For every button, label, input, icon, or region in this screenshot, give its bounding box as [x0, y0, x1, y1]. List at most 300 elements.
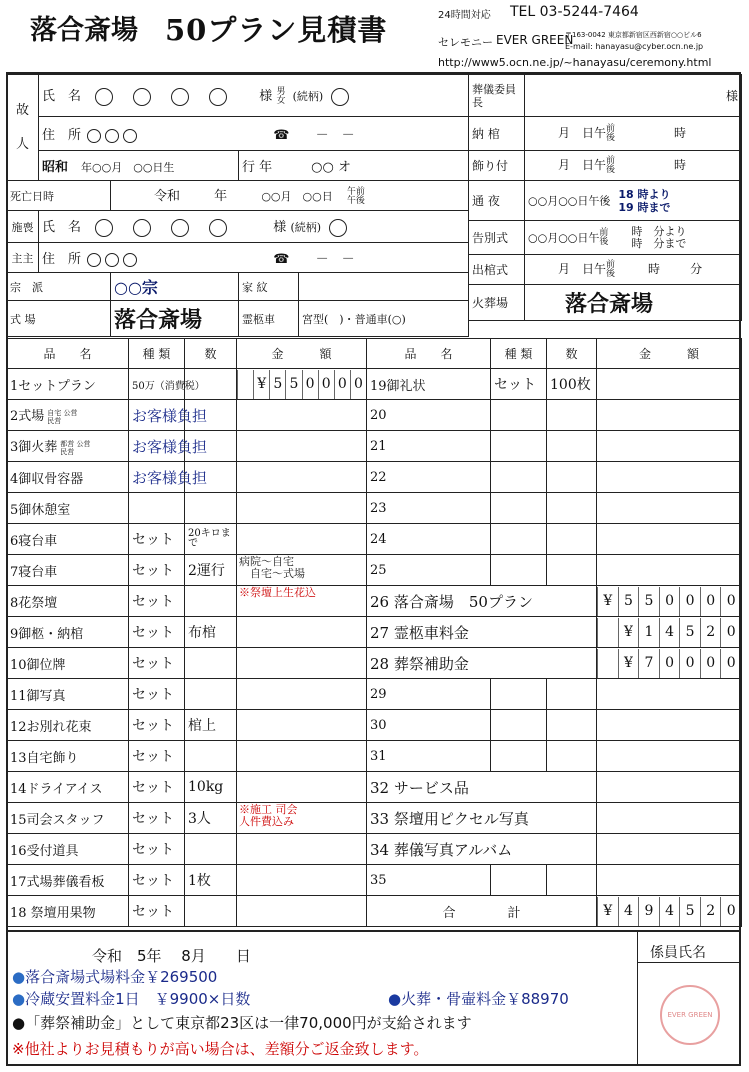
chief-circle-1 — [95, 219, 113, 237]
name-circle-1 — [95, 88, 113, 106]
right-item-name: 33 祭壇用ピクセル写真 — [367, 803, 597, 834]
left-item-name — [7, 431, 129, 462]
right-item-amount — [597, 555, 742, 586]
staff-divider — [637, 962, 741, 963]
right-amount-digit: ¥ — [618, 618, 639, 647]
left-item-label: 1セットプラン — [10, 378, 96, 394]
left-item-qty: 1枚 — [185, 865, 237, 896]
left-amount-digit: 0 — [318, 370, 334, 399]
right-item-qty — [547, 431, 597, 462]
table-row — [7, 648, 742, 679]
left-item-type: セット — [129, 803, 185, 834]
right-item-amount — [597, 834, 742, 865]
departure-value: 月 日午前後 時 分 — [525, 255, 742, 285]
address-circle-2 — [105, 129, 119, 143]
table-row — [7, 400, 742, 431]
right-item-type — [491, 679, 547, 710]
right-item-qty: 100枚 — [547, 369, 597, 400]
left-item-name — [7, 586, 129, 617]
right-item-name: 35 — [367, 865, 491, 896]
cremation-label: 火葬場 — [469, 285, 525, 321]
right-item-amount — [597, 617, 742, 648]
right-amount-digit: 7 — [638, 649, 659, 678]
left-item-name — [7, 741, 129, 772]
relation-circle — [331, 88, 349, 106]
chief-circle-2 — [133, 219, 151, 237]
age-cell — [239, 151, 469, 181]
right-amount-digit: 5 — [618, 587, 639, 616]
right-item-amount — [597, 803, 742, 834]
right-amount-digit: 5 — [679, 897, 700, 926]
death-ampm: 午前 午後 — [346, 186, 365, 206]
left-item-name — [7, 617, 129, 648]
chief-relation: (続柄) — [290, 221, 322, 235]
table-row — [7, 617, 742, 648]
header-item-r: 品 名 — [367, 339, 491, 369]
address-circle-3 — [123, 129, 137, 143]
age-value: ○○ オ — [311, 160, 351, 175]
right-amount-digits — [597, 649, 741, 678]
right-item-name: 28 葬祭補助金 — [367, 648, 597, 679]
right-amount-digit — [597, 649, 618, 678]
staff-label: 係員氏名 — [650, 945, 706, 961]
right-amount-digit — [597, 618, 618, 647]
left-amount-digit: 5 — [285, 370, 301, 399]
chief-label-2: 主主 — [7, 243, 39, 273]
left-item-label: 4御収骨容器 — [10, 471, 84, 487]
left-item-qty — [185, 896, 237, 927]
chief-address-label: 住 所 — [42, 252, 82, 267]
right-amount-digit: 5 — [679, 618, 700, 647]
left-item-name — [7, 803, 129, 834]
footer-line-3: ●「葬祭補助金」として東京都23区は一律70,000円が支給されます — [12, 1014, 472, 1032]
right-item-type — [491, 710, 547, 741]
chief-circle-4 — [209, 219, 227, 237]
company-url: http://www5.ocn.ne.jp/~hanayasu/ceremony.html — [438, 56, 712, 69]
company-email: E-mail: hanayasu@cyber.ocn.ne.jp — [565, 42, 704, 51]
right-amount-digit: ¥ — [597, 897, 618, 926]
right-amount-digit: 0 — [720, 587, 741, 616]
left-item-name — [7, 834, 129, 865]
items-table — [6, 338, 742, 927]
header-type-r: 種 類 — [491, 339, 547, 369]
right-item-amount — [597, 462, 742, 493]
right-item-type — [491, 493, 547, 524]
left-item-qty: 10kg — [185, 772, 237, 803]
title-plan: 50プラン見積書 — [165, 13, 388, 47]
relation-label: (続柄) — [292, 90, 324, 104]
left-item-type: セット — [129, 896, 185, 927]
left-amount-digit: 0 — [350, 370, 366, 399]
left-item-type: セット — [129, 555, 185, 586]
right-amount-digit: 2 — [700, 618, 721, 647]
left-item-name — [7, 524, 129, 555]
birth-cell — [39, 151, 239, 181]
footer-date: 令和 5年 8月 日 — [92, 947, 251, 965]
left-item-qty — [185, 493, 237, 524]
name-label: 氏 名 — [42, 89, 82, 105]
right-item-qty — [547, 741, 597, 772]
header-qty: 数 — [185, 339, 237, 369]
hearse-value: 宮型( )・普通車(○) — [299, 301, 469, 337]
year-label: 年 — [214, 189, 228, 205]
right-amount-digits — [597, 618, 741, 647]
left-item-name — [7, 710, 129, 741]
left-item-qty — [185, 834, 237, 865]
birth-value: 年○○月 ○○日生 — [81, 161, 175, 174]
table-row — [7, 803, 742, 834]
left-item-name — [7, 555, 129, 586]
left-amount-digits — [237, 370, 366, 399]
right-amount-digit: 4 — [618, 897, 639, 926]
left-item-note: 病院～自宅 自宅～式場 — [239, 555, 305, 580]
bullet-icon: ● — [12, 968, 26, 986]
right-amount-digit: 1 — [638, 618, 659, 647]
right-item-qty — [547, 400, 597, 431]
gender-label: 男女 — [276, 86, 286, 106]
decoration-value: 月 日午前後 時 — [525, 151, 742, 181]
right-item-amount — [597, 493, 742, 524]
left-item-label: 13自宅飾り — [10, 750, 79, 766]
right-amount-digit: ¥ — [618, 649, 639, 678]
right-item-type — [491, 431, 547, 462]
departure-label: 出棺式 — [469, 255, 525, 285]
left-item-name — [7, 648, 129, 679]
table-row — [7, 896, 742, 927]
footer-line-2b: ●火葬・骨壷料金￥88970 — [388, 990, 569, 1008]
right-amount-digit: 2 — [700, 897, 721, 926]
chief-address-circle-1 — [87, 253, 101, 267]
right-item-amount — [597, 865, 742, 896]
right-item-type — [491, 741, 547, 772]
left-item-amount — [237, 648, 367, 679]
right-item-name: 21 — [367, 431, 491, 462]
chief-sama: 様 — [273, 220, 287, 236]
right-item-name: 29 — [367, 679, 491, 710]
schedule-table — [468, 74, 742, 321]
left-item-type: セット — [129, 524, 185, 555]
phone-icon: ☎ — [273, 128, 290, 143]
wake-value: ○○月○○日午後 18 時より 19 時まで — [525, 181, 742, 221]
left-item-type: セット — [129, 865, 185, 896]
right-amount-digit: 0 — [679, 649, 700, 678]
footer-line-4: ※他社よりお見積もりが高い場合は、差額分ご返金致します。 — [12, 1040, 429, 1058]
right-amount-digit: 4 — [659, 618, 680, 647]
table-row — [7, 865, 742, 896]
left-item-amount — [237, 679, 367, 710]
title-prefix: 落合斎場 — [30, 15, 138, 46]
left-amount-digit: 0 — [334, 370, 350, 399]
deceased-info-table — [6, 74, 469, 337]
left-item-amount — [237, 741, 367, 772]
farewell-value: ○○月○○日午前後時 分より 時 分まで — [525, 221, 742, 255]
header-amount-r: 金 額 — [597, 339, 742, 369]
left-item-name — [7, 772, 129, 803]
left-item-qty: 2運行 — [185, 555, 237, 586]
left-item-name — [7, 679, 129, 710]
company-stamp: EVER GREEN — [660, 985, 720, 1045]
left-item-type: お客様負担 — [129, 431, 185, 462]
death-datetime-value — [111, 181, 469, 211]
bullet-icon: ● — [388, 990, 402, 1008]
death-month-day: ○○月 ○○日 — [261, 190, 333, 204]
right-item-amount — [597, 772, 742, 803]
table-row — [7, 369, 742, 400]
venue-label: 式 場 — [7, 301, 111, 337]
left-item-amount — [237, 555, 367, 586]
table-row — [7, 710, 742, 741]
chief-name-row — [39, 211, 469, 243]
chief-address-circle-2 — [105, 253, 119, 267]
left-item-sub: 都営 公営 民営 — [60, 439, 91, 456]
chair-sama: 様 — [525, 75, 742, 117]
right-item-type: セット — [491, 369, 547, 400]
right-item-name: 23 — [367, 493, 491, 524]
left-item-label: 9御柩・納棺 — [10, 626, 84, 642]
left-item-amount — [237, 617, 367, 648]
left-amount-digit: 0 — [302, 370, 318, 399]
table-row — [7, 431, 742, 462]
deceased-address-row — [39, 117, 469, 151]
right-item-qty — [547, 865, 597, 896]
left-item-amount — [237, 710, 367, 741]
right-item-qty — [547, 555, 597, 586]
chief-phone-icon: ☎ — [273, 252, 290, 267]
left-item-type — [129, 493, 185, 524]
right-item-name: 25 — [367, 555, 491, 586]
left-item-amount — [237, 586, 367, 617]
left-item-type: お客様負担 — [129, 462, 185, 493]
left-item-name — [7, 493, 129, 524]
left-item-type: セット — [129, 586, 185, 617]
left-item-label: 5御休憩室 — [10, 502, 71, 518]
right-item-amount — [597, 400, 742, 431]
right-amount-digit: 4 — [659, 897, 680, 926]
chief-circle-3 — [171, 219, 189, 237]
right-item-name: 27 霊柩車料金 — [367, 617, 597, 648]
right-item-qty — [547, 710, 597, 741]
left-item-name — [7, 400, 129, 431]
left-item-name — [7, 865, 129, 896]
company-name: EVER GREEN — [496, 33, 574, 47]
table-row — [7, 493, 742, 524]
right-item-name: 30 — [367, 710, 491, 741]
left-item-qty: 布棺 — [185, 617, 237, 648]
header-item: 品 名 — [7, 339, 129, 369]
right-item-amount — [597, 679, 742, 710]
right-item-qty — [547, 462, 597, 493]
header-type: 種 類 — [129, 339, 185, 369]
right-item-name: 22 — [367, 462, 491, 493]
coffin-label: 納 棺 — [469, 117, 525, 151]
left-item-type: セット — [129, 648, 185, 679]
left-item-amount — [237, 896, 367, 927]
table-row — [7, 524, 742, 555]
address-circle-1 — [87, 129, 101, 143]
right-item-amount — [597, 524, 742, 555]
right-item-amount — [597, 431, 742, 462]
left-item-qty — [185, 741, 237, 772]
left-item-label: 16受付道具 — [10, 843, 79, 859]
right-amount-digit: 0 — [700, 587, 721, 616]
right-amount-digit: 0 — [659, 649, 680, 678]
farewell-label: 告別式 — [469, 221, 525, 255]
right-item-type — [491, 524, 547, 555]
table-row — [7, 679, 742, 710]
left-amount-digit: ¥ — [253, 370, 269, 399]
chief-address-circle-3 — [123, 253, 137, 267]
table-row — [7, 586, 742, 617]
chief-name-label: 氏 名 — [42, 220, 82, 236]
left-item-qty: 棺上 — [185, 710, 237, 741]
name-circle-3 — [171, 88, 189, 106]
right-item-name: 31 — [367, 741, 491, 772]
left-item-amount — [237, 369, 367, 400]
left-item-amount — [237, 462, 367, 493]
chief-relation-circle — [329, 219, 347, 237]
left-item-label: 10御位牌 — [10, 657, 66, 673]
showa-label: 昭和 — [42, 160, 69, 175]
bullet-icon: ● — [12, 1014, 26, 1032]
right-amount-digit: 0 — [679, 587, 700, 616]
left-item-label: 14ドライアイス — [10, 781, 103, 797]
left-amount-digit — [237, 370, 253, 399]
left-item-label: 3御火葬 — [10, 440, 58, 456]
left-item-label: 2式場 — [10, 409, 45, 425]
coffin-value: 月 日午前後 時 — [525, 117, 742, 151]
right-item-type — [491, 462, 547, 493]
right-item-type — [491, 555, 547, 586]
left-item-qty: 3人 — [185, 803, 237, 834]
phone-value: － － — [315, 128, 355, 143]
right-amount-digit: 0 — [659, 587, 680, 616]
right-amount-digit: 9 — [638, 897, 659, 926]
left-item-type: お客様負担 — [129, 400, 185, 431]
right-item-name: 26 落合斎場 50プラン — [367, 586, 597, 617]
death-datetime-label: 死亡日時 — [7, 181, 111, 211]
chief-phone-value: － － — [315, 252, 355, 267]
header-qty-r: 数 — [547, 339, 597, 369]
left-item-label: 7寝台車 — [10, 564, 58, 580]
company-label: セレモニー — [438, 36, 493, 49]
cremation-value: 落合斎場 — [525, 285, 742, 321]
left-item-amount — [237, 772, 367, 803]
left-item-qty — [185, 679, 237, 710]
right-item-name: 20 — [367, 400, 491, 431]
table-row — [7, 741, 742, 772]
left-item-qty — [185, 586, 237, 617]
left-item-type: セット — [129, 772, 185, 803]
deceased-label: 故人 — [7, 75, 39, 181]
left-item-amount — [237, 493, 367, 524]
left-item-type: セット — [129, 679, 185, 710]
left-item-label: 6寝台車 — [10, 533, 58, 549]
left-item-label: 12お別れ花束 — [10, 719, 92, 735]
right-item-type — [491, 400, 547, 431]
left-item-sub: 自宅 公営 民営 — [47, 408, 78, 425]
tel-label: TEL 03-5244-7464 — [510, 4, 639, 20]
left-item-type: セット — [129, 617, 185, 648]
right-amount-digit: 0 — [720, 618, 741, 647]
deceased-name-row — [39, 75, 469, 117]
decoration-label: 飾り付 — [469, 151, 525, 181]
right-item-name: 19御礼状 — [367, 369, 491, 400]
left-item-label: 8花祭壇 — [10, 595, 58, 611]
table-row — [7, 555, 742, 586]
right-amount-digits — [597, 897, 741, 926]
left-item-note: ※施工 司会 人件費込み — [239, 803, 298, 828]
footer-line-2: ●冷蔵安置料金1日 ￥9900×日数 — [12, 990, 251, 1008]
sama-label: 様 — [259, 89, 273, 105]
age-label: 行 年 — [242, 160, 273, 175]
chief-label-1: 施喪 — [7, 211, 39, 243]
sect-value: ○○宗 — [111, 273, 239, 301]
right-item-amount — [597, 741, 742, 772]
left-item-qty — [185, 648, 237, 679]
left-item-amount — [237, 431, 367, 462]
left-item-name — [7, 462, 129, 493]
right-item-qty — [547, 679, 597, 710]
chair-label: 葬儀委員長 — [469, 75, 525, 117]
right-item-name: 34 葬儀写真アルバム — [367, 834, 597, 865]
right-item-name: 合 計 — [367, 896, 597, 927]
chief-address-row — [39, 243, 469, 273]
right-item-qty — [547, 524, 597, 555]
left-item-amount — [237, 524, 367, 555]
left-item-qty: 20キロまで — [185, 524, 237, 555]
sect-label: 宗 派 — [7, 273, 111, 301]
right-item-amount — [597, 648, 742, 679]
right-amount-digit: 0 — [720, 649, 741, 678]
left-item-name — [7, 369, 129, 400]
right-amount-digit: 0 — [700, 649, 721, 678]
reiwa-label: 令和 — [154, 189, 181, 205]
name-circle-2 — [133, 88, 151, 106]
right-item-amount — [597, 710, 742, 741]
left-item-type: 50万（消費税） — [129, 369, 185, 400]
company-address: 〒163-0042 東京都新宿区西新宿○○ビル6 — [565, 31, 702, 39]
right-item-type — [491, 865, 547, 896]
right-item-amount — [597, 896, 742, 927]
right-item-qty — [547, 493, 597, 524]
left-item-type: セット — [129, 741, 185, 772]
right-amount-digits — [597, 587, 741, 616]
left-item-label: 11御写真 — [10, 688, 66, 704]
right-amount-digit: ¥ — [597, 587, 618, 616]
address-label: 住 所 — [42, 128, 82, 143]
left-item-type: セット — [129, 834, 185, 865]
right-amount-digit: 0 — [720, 897, 741, 926]
left-item-type: セット — [129, 710, 185, 741]
left-item-name — [7, 896, 129, 927]
table-row — [7, 834, 742, 865]
left-item-amount — [237, 400, 367, 431]
estimate-items — [6, 338, 741, 930]
right-item-name: 24 — [367, 524, 491, 555]
right-item-name: 32 サービス品 — [367, 772, 597, 803]
crest-value — [299, 273, 469, 301]
table-row — [7, 772, 742, 803]
left-amount-digit: 5 — [269, 370, 285, 399]
hearse-label: 霊柩車 — [239, 301, 299, 337]
footer-line-1: ●落合斎場式場料金￥269500 — [12, 968, 218, 986]
left-item-note: ※祭壇上生花込 — [239, 586, 316, 599]
left-item-amount — [237, 803, 367, 834]
left-item-label: 15司会スタッフ — [10, 812, 105, 828]
right-item-amount — [597, 369, 742, 400]
bullet-icon: ● — [12, 990, 26, 1008]
left-item-label: 17式場葬儀看板 — [10, 874, 105, 890]
